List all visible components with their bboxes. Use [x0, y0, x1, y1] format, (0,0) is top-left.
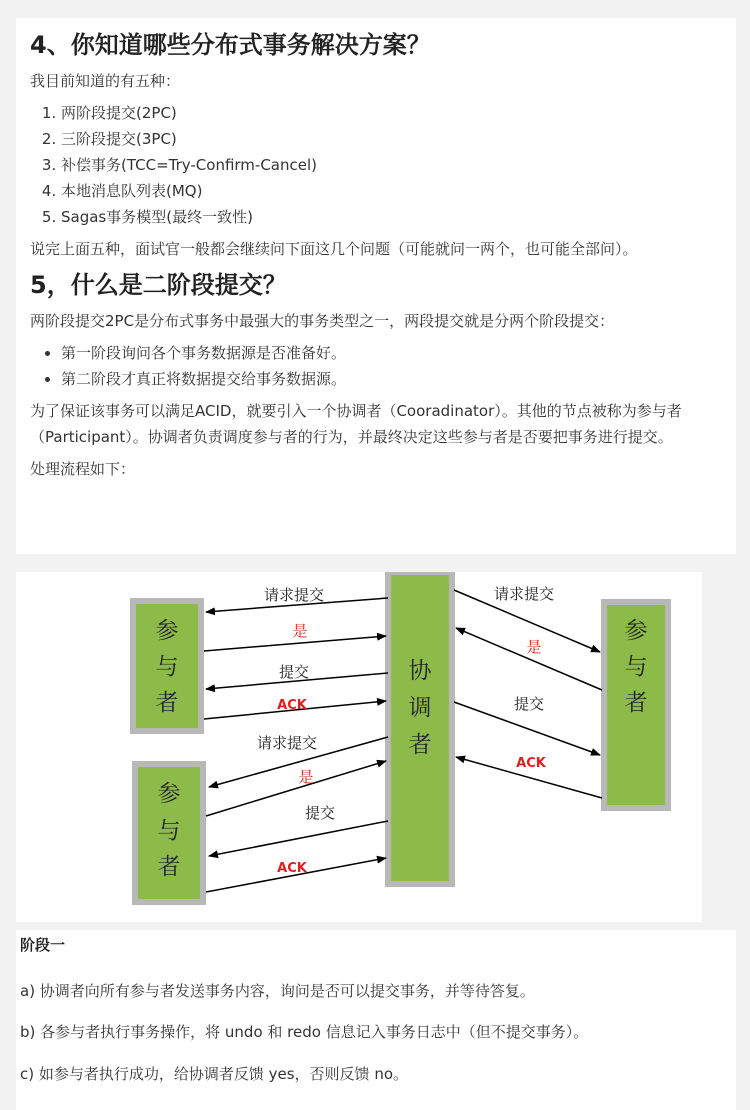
label-ack: ACK: [277, 698, 307, 713]
label-yes: 是: [298, 768, 314, 786]
list-item: 2. 三阶段提交(3PC): [61, 126, 722, 152]
phase1-section: [16, 930, 736, 1110]
participant-char: 与: [157, 818, 181, 844]
section5-paragraph-line1: 为了保证该事务可以满足ACID，就要引入一个协调者（Cooradinator）。其他的节点被称为参与者: [30, 402, 682, 420]
label-yes: 是: [526, 638, 542, 656]
section4-intro: 我目前知道的有五种：: [30, 72, 181, 90]
section4-title: 4、你知道哪些分布式事务解决方案？: [30, 31, 431, 59]
list-item: • 第一阶段询问各个事务数据源是否准备好。: [61, 340, 722, 366]
arrow-yes-bottom-left: [206, 761, 386, 816]
label-request: 请求提交: [256, 734, 318, 752]
participant-char: 参: [157, 781, 181, 807]
solutions-list: [30, 100, 722, 230]
phase1-step-c: c) 如参与者执行成功，给协调者反馈 yes，否则反馈 no。: [20, 1065, 409, 1083]
label-request: 请求提交: [263, 586, 325, 604]
participant-char: 参: [624, 618, 648, 644]
list-item: 3. 补偿事务(TCC=Try-Confirm-Cancel): [61, 152, 722, 178]
coordinator-char: 协: [408, 658, 432, 684]
phase1-title: 阶段一: [20, 936, 66, 954]
list-item: • 第二阶段才真正将数据提交给事务数据源。: [61, 366, 722, 392]
section5-title: 5，什么是二阶段提交？: [30, 271, 287, 299]
coordinator-box: [388, 572, 452, 884]
label-commit: 提交: [278, 663, 310, 681]
participant-char: 者: [624, 690, 648, 716]
participant-char: 与: [624, 654, 648, 680]
section4-outro: 说完上面五种，面试官一般都会继续问下面这几个问题（可能就问一两个，也可能全部问）。: [30, 240, 638, 258]
label-ack: ACK: [277, 861, 307, 876]
article-card: [16, 18, 736, 554]
label-yes: 是: [292, 622, 308, 640]
label-request: 请求提交: [493, 585, 555, 603]
list-item: 4. 本地消息队列表(MQ): [61, 178, 722, 204]
list-item: 1. 两阶段提交(2PC): [61, 100, 722, 126]
phase1-step-a: a) 协调者向所有参与者发送事务内容，询问是否可以提交事务，并等待答复。: [20, 982, 535, 1000]
section5-flow: 处理流程如下：: [30, 460, 136, 478]
label-commit: 提交: [304, 804, 336, 822]
diagram-svg: [16, 572, 702, 922]
participant-char: 者: [157, 854, 181, 880]
section5-paragraph-line2: （Participant）。协调者负责调度参与者的行为，并最终决定这些参与者是否要把事务进行提交。: [30, 428, 673, 446]
arrow-commit-bottom-left: [209, 821, 388, 856]
participant-char: 者: [155, 690, 179, 716]
two-phase-commit-diagram: [16, 572, 702, 922]
coordinator-char: 者: [408, 732, 432, 758]
phase1-step-b: b) 各参与者执行事务操作，将 undo 和 redo 信息记入事务日志中（但不提交事务）。: [20, 1023, 589, 1041]
participant-char: 与: [155, 654, 179, 680]
label-ack: ACK: [516, 756, 546, 771]
participant-char: 参: [155, 618, 179, 644]
label-commit: 提交: [513, 695, 545, 713]
list-item: 5. Sagas事务模型(最终一致性): [61, 204, 722, 230]
coordinator-char: 调: [408, 695, 432, 721]
phases-list: [30, 340, 722, 392]
section5-intro: 两阶段提交2PC是分布式事务中最强大的事务类型之一，两段提交就是分两个阶段提交：: [30, 312, 615, 330]
